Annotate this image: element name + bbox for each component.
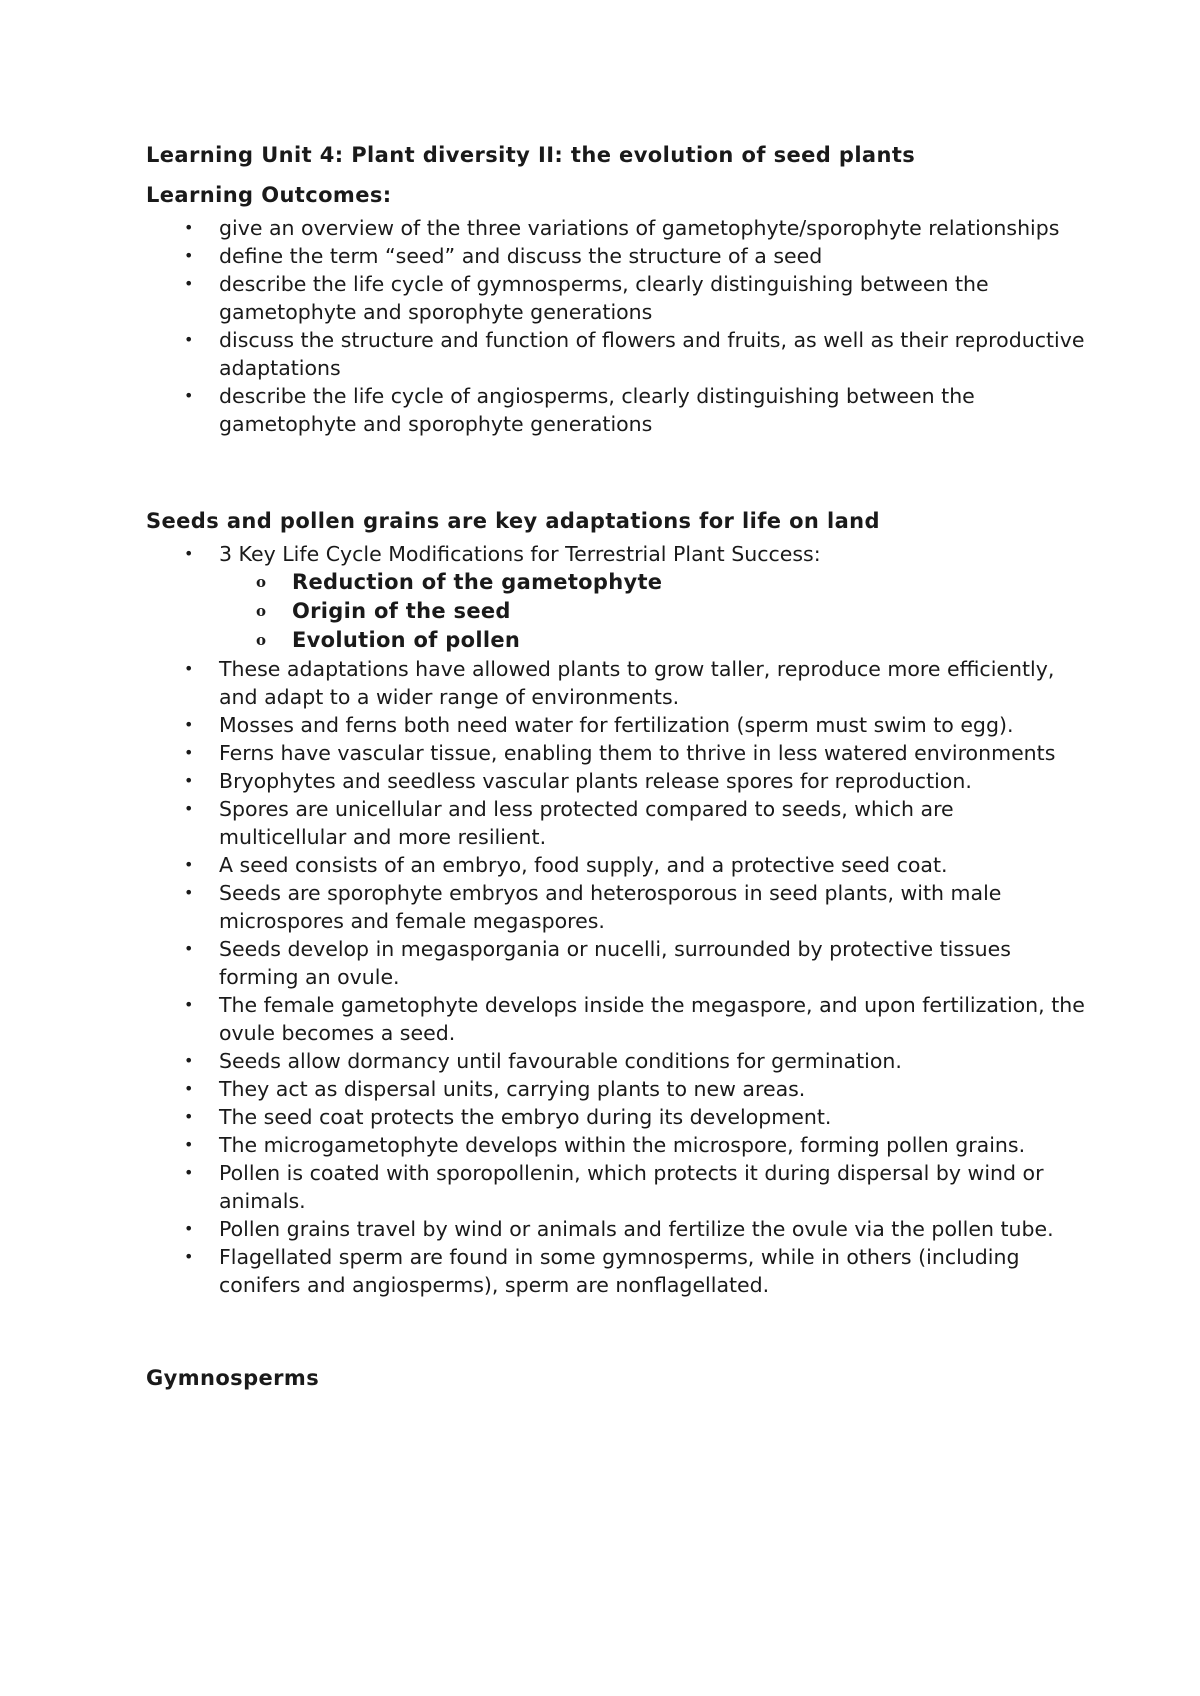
sub-list-item: o Evolution of pollen — [219, 626, 1086, 655]
list-item: • Seeds are sporophyte embryos and heterosporous in seed plants, with male microspores and female megaspores. — [184, 881, 1002, 933]
bullet-icon: • — [184, 771, 194, 790]
bullet-icon: • — [184, 330, 194, 349]
circle-bullet-icon: o — [256, 631, 267, 649]
bullet-icon: • — [184, 883, 194, 902]
bullet-icon: • — [184, 1079, 194, 1098]
list-item — [146, 214, 1086, 242]
list-item: • The seed coat protects the embryo during its development. — [184, 1105, 832, 1129]
list-item — [146, 270, 1086, 326]
outcome-text: describe the life cycle of gymnosperms, clearly distinguishing between the gametophyte and sporophyte generations — [219, 272, 989, 324]
list-item: • The female gametophyte develops inside the megaspore, and upon fertilization, the ovule becomes a seed. — [184, 993, 1085, 1045]
list-item: • They act as dispersal units, carrying plants to new areas. — [184, 1077, 806, 1101]
section-heading-gymnosperms: Gymnosperms — [146, 1366, 320, 1390]
bullet-icon: • — [184, 246, 194, 265]
bullet-icon: • — [184, 939, 194, 958]
bullet-icon: • — [184, 1051, 194, 1070]
list-item: • The microgametophyte develops within the microspore, forming pollen grains. — [184, 1133, 1026, 1157]
outcome-text: define the term “seed” and discuss the structure of a seed — [219, 244, 823, 268]
list-item: • Pollen is coated with sporopollenin, which protects it during dispersal by wind or animals. — [184, 1161, 1044, 1213]
document-title: Learning Unit 4: Plant diversity II: the evolution of seed plants — [146, 143, 916, 167]
outcomes-heading: Learning Outcomes: — [146, 183, 392, 207]
list-item: • Bryophytes and seedless vascular plants release spores for reproduction. — [184, 769, 972, 793]
bullet-icon: • — [184, 855, 194, 874]
circle-bullet-icon: o — [256, 573, 267, 591]
list-item: • Seeds develop in megasporgania or nucelli, surrounded by protective tissues forming an ovule. — [184, 937, 1011, 989]
bullet-icon: • — [184, 995, 194, 1014]
bullet-icon: • — [184, 1163, 194, 1182]
document-page — [146, 140, 1086, 1397]
list-item — [146, 326, 1086, 382]
seeds-pollen-list — [146, 540, 1086, 1299]
bullet-icon: • — [184, 743, 194, 762]
list-item: • Spores are unicellular and less protected compared to seeds, which are multicellular and more resilient. — [184, 797, 954, 849]
bullet-icon: • — [184, 659, 194, 678]
key-modifications-list — [219, 568, 1086, 655]
bullet-icon: • — [184, 544, 194, 563]
list-item: • These adaptations have allowed plants to grow taller, reproduce more efficiently, and adapt to a wider range of environments. — [184, 657, 1055, 709]
bullet-icon: • — [184, 386, 194, 405]
list-item — [146, 242, 1086, 270]
bullet-icon: • — [184, 799, 194, 818]
list-item: • Mosses and ferns both need water for fertilization (sperm must swim to egg). — [184, 713, 1014, 737]
bullet-icon: • — [184, 1107, 194, 1126]
bullet-icon: • — [184, 274, 194, 293]
outcomes-list — [146, 214, 1086, 438]
section-heading-seeds-pollen: Seeds and pollen grains are key adaptations for life on land — [146, 509, 880, 533]
circle-bullet-icon: o — [256, 602, 267, 620]
list-item: • Flagellated sperm are found in some gymnosperms, while in others (including conifers and angiosperms), sperm are nonflagellated. — [184, 1245, 1020, 1297]
bullet-icon: • — [184, 715, 194, 734]
bullet-icon: • — [184, 218, 194, 237]
list-item: • A seed consists of an embryo, food supply, and a protective seed coat. — [184, 853, 948, 877]
bullet-icon: • — [184, 1135, 194, 1154]
bullet-icon: • — [184, 1247, 194, 1266]
sub-list-item: o Origin of the seed — [219, 597, 1086, 626]
list-item — [146, 382, 1086, 438]
list-item: • Ferns have vascular tissue, enabling them to thrive in less watered environments — [184, 741, 1056, 765]
key-modifications-intro: 3 Key Life Cycle Modifications for Terrestrial Plant Success: — [219, 542, 821, 566]
bullet-icon: • — [184, 1219, 194, 1238]
list-item: • Pollen grains travel by wind or animals and fertilize the ovule via the pollen tube. — [184, 1217, 1054, 1241]
outcome-text: give an overview of the three variations of gametophyte/sporophyte relationships — [219, 216, 1060, 240]
outcome-text: discuss the structure and function of flowers and fruits, as well as their reproductive adaptations — [219, 328, 1085, 380]
outcome-text: describe the life cycle of angiosperms, clearly distinguishing between the gametophyte and sporophyte generations — [219, 384, 975, 436]
list-item — [146, 540, 1086, 655]
list-item: • Seeds allow dormancy until favourable conditions for germination. — [184, 1049, 902, 1073]
sub-list-item: o Reduction of the gametophyte — [219, 568, 1086, 597]
